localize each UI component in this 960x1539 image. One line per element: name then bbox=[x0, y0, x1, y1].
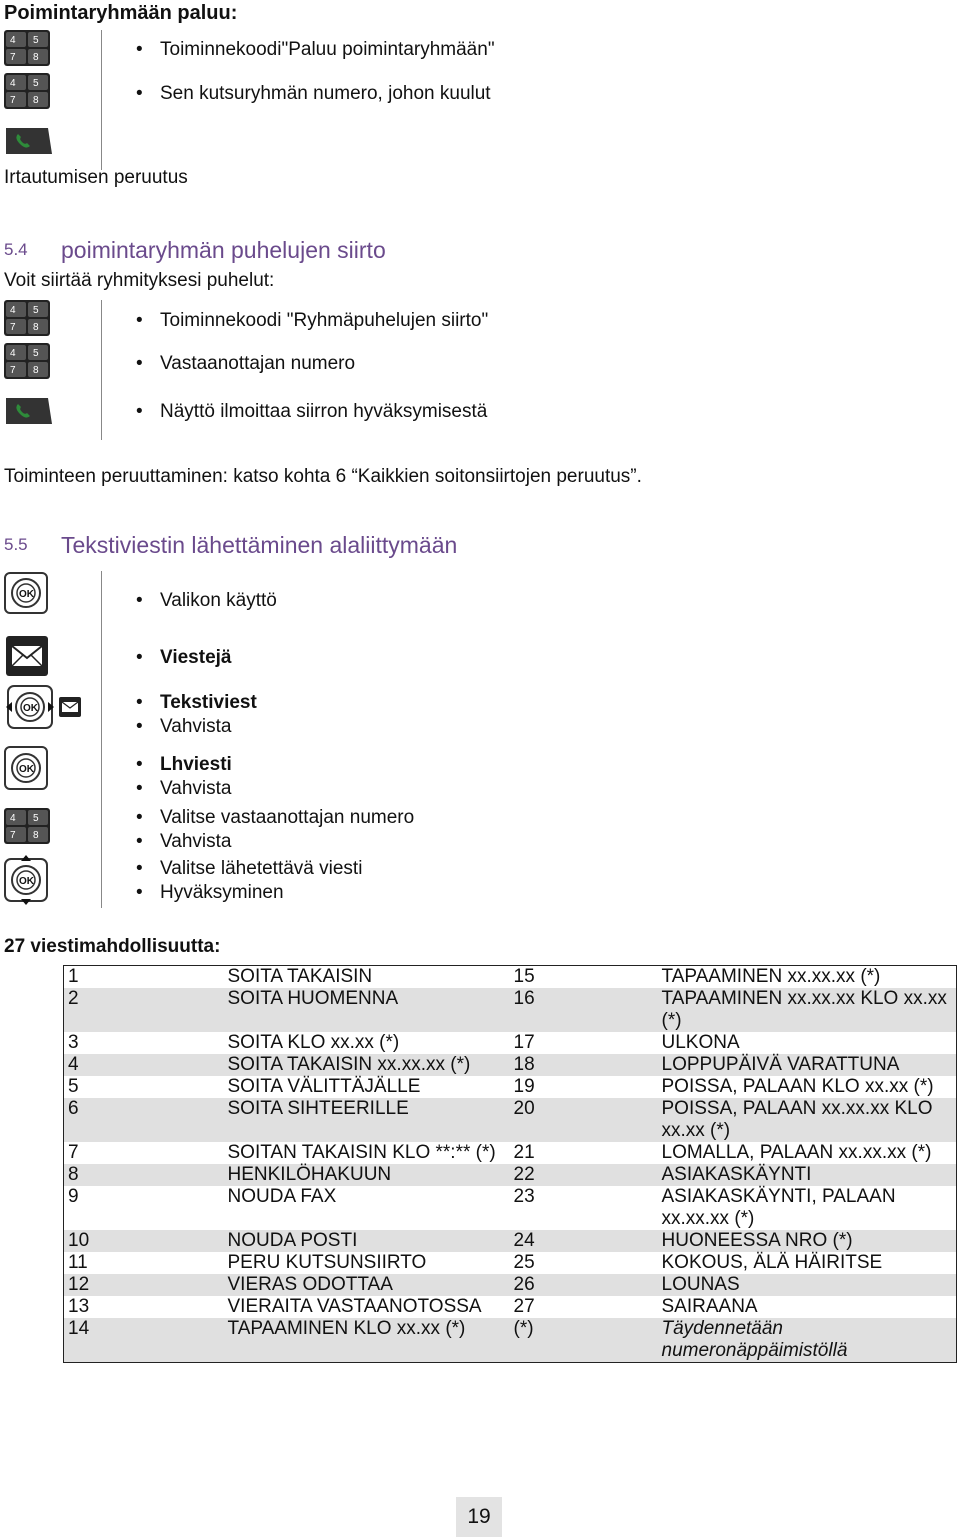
table-cell: 10 bbox=[68, 1230, 90, 1251]
table-cell: 17 bbox=[513, 1032, 535, 1053]
table-cell: PERU KUTSUNSIIRTO bbox=[227, 1252, 427, 1273]
table-row bbox=[64, 1076, 957, 1098]
table-cell: SOITA SIHTEERILLE bbox=[227, 1098, 409, 1119]
table-cell: 27 bbox=[513, 1296, 535, 1317]
section-title: poimintaryhmän puhelujen siirto bbox=[61, 237, 386, 263]
table-cell: NOUDA FAX bbox=[227, 1186, 337, 1207]
table-cell: 8 bbox=[68, 1164, 79, 1185]
table-row bbox=[64, 1252, 957, 1274]
table-cell: 20 bbox=[513, 1098, 535, 1119]
svg-text:4: 4 bbox=[10, 813, 16, 824]
divider bbox=[101, 571, 102, 908]
table-row bbox=[64, 1186, 957, 1230]
table-cell: 19 bbox=[513, 1076, 535, 1097]
svg-text:5: 5 bbox=[33, 813, 39, 824]
svg-text:7: 7 bbox=[10, 365, 16, 376]
table-cell: HUONEESSA NRO (*) bbox=[661, 1230, 853, 1251]
divider bbox=[101, 300, 102, 440]
table-cell: 11 bbox=[68, 1252, 88, 1273]
table-cell: SOITA VÄLITTÄJÄLLE bbox=[227, 1076, 421, 1097]
keypad-icon bbox=[4, 300, 50, 336]
table-cell: TAPAAMINEN KLO xx.xx (*) bbox=[227, 1318, 466, 1339]
table-cell: POISSA, PALAAN KLO xx.xx (*) bbox=[661, 1076, 934, 1097]
cancel-note: Toiminteen peruuttaminen: katso kohta 6 “Kaikkien soitonsiirtojen peruutus”. bbox=[4, 466, 642, 487]
svg-text:OK: OK bbox=[19, 876, 34, 887]
table-cell: NOUDA POSTI bbox=[227, 1230, 358, 1251]
table-row bbox=[64, 1098, 957, 1142]
keypad-icon bbox=[4, 808, 50, 844]
table-cell: 9 bbox=[68, 1186, 79, 1207]
table-row bbox=[64, 1032, 957, 1054]
section-intro: Voit siirtää ryhmityksesi puhelut: bbox=[4, 270, 275, 291]
table-cell: KOKOUS, ÄLÄ HÄIRITSE bbox=[661, 1252, 883, 1273]
messages-table bbox=[63, 965, 957, 1363]
table-cell: 7 bbox=[68, 1142, 79, 1163]
table-cell: 22 bbox=[513, 1164, 535, 1185]
svg-text:8: 8 bbox=[33, 322, 39, 333]
svg-text:8: 8 bbox=[33, 95, 39, 106]
table-cell: TAPAAMINEN xx.xx.xx (*) bbox=[661, 966, 881, 987]
table-row bbox=[64, 1274, 957, 1296]
table-row bbox=[64, 1296, 957, 1318]
table-cell: 1 bbox=[68, 966, 79, 987]
table-cell: SOITA TAKAISIN bbox=[227, 966, 373, 987]
page-number: 19 bbox=[456, 1497, 502, 1537]
divider bbox=[101, 30, 102, 170]
table-row bbox=[64, 1318, 957, 1363]
svg-text:4: 4 bbox=[10, 305, 16, 316]
svg-text:OK: OK bbox=[19, 589, 34, 600]
svg-text:4: 4 bbox=[10, 35, 16, 46]
table-cell: LOMALLA, PALAAN xx.xx.xx (*) bbox=[661, 1142, 932, 1163]
table-cell: 23 bbox=[513, 1186, 535, 1207]
svg-text:8: 8 bbox=[33, 52, 39, 63]
call-key-icon bbox=[4, 396, 54, 426]
table-cell: 4 bbox=[68, 1054, 79, 1075]
navigation-ok-icon bbox=[4, 684, 56, 730]
table-cell: 2 bbox=[68, 988, 79, 1009]
table-cell: 24 bbox=[513, 1230, 535, 1251]
table-cell: ASIAKASKÄYNTI, PALAAN xx.xx.xx (*) bbox=[661, 1186, 896, 1229]
table-row bbox=[64, 1164, 957, 1186]
table-cell: 13 bbox=[68, 1296, 90, 1317]
svg-text:8: 8 bbox=[33, 365, 39, 376]
table-cell: ULKONA bbox=[661, 1032, 740, 1053]
table-cell: HENKILÖHAKUUN bbox=[227, 1164, 392, 1185]
keypad-icon bbox=[4, 30, 50, 66]
svg-text:7: 7 bbox=[10, 52, 16, 63]
table-cell: POISSA, PALAAN xx.xx.xx KLO xx.xx (*) bbox=[661, 1098, 933, 1141]
svg-text:5: 5 bbox=[33, 78, 39, 89]
table-cell: LOUNAS bbox=[661, 1274, 740, 1295]
table-cell: VIERAS ODOTTAA bbox=[227, 1274, 393, 1295]
table-cell: LOPPUPÄIVÄ VARATTUNA bbox=[661, 1054, 900, 1075]
table-row bbox=[64, 988, 957, 1032]
table-cell: TAPAAMINEN xx.xx.xx KLO xx.xx (*) bbox=[661, 988, 947, 1031]
svg-text:OK: OK bbox=[23, 703, 38, 714]
table-row bbox=[64, 966, 957, 989]
table-cell: SOITA TAKAISIN xx.xx.xx (*) bbox=[227, 1054, 471, 1075]
svg-text:7: 7 bbox=[10, 322, 16, 333]
table-cell: 26 bbox=[513, 1274, 535, 1295]
table-cell: ASIAKASKÄYNTI bbox=[661, 1164, 812, 1185]
table-cell: Täydennetään numeronäppäimistöllä bbox=[661, 1318, 848, 1361]
table-row bbox=[64, 1054, 957, 1076]
table-cell: 12 bbox=[68, 1274, 90, 1295]
table-cell: 5 bbox=[68, 1076, 79, 1097]
svg-text:5: 5 bbox=[33, 305, 39, 316]
ok-button-icon bbox=[4, 572, 48, 614]
section-heading: Poimintaryhmään paluu: bbox=[4, 2, 238, 24]
table-cell: 14 bbox=[68, 1318, 90, 1339]
table-cell: SAIRAANA bbox=[661, 1296, 758, 1317]
section-number: 5.4 bbox=[4, 240, 28, 259]
navigation-ok-icon bbox=[4, 854, 48, 906]
svg-text:4: 4 bbox=[10, 78, 16, 89]
section-number: 5.5 bbox=[4, 535, 28, 554]
svg-text:5: 5 bbox=[33, 348, 39, 359]
table-cell: 18 bbox=[513, 1054, 535, 1075]
table-cell: SOITA HUOMENNA bbox=[227, 988, 399, 1009]
svg-text:5: 5 bbox=[33, 35, 39, 46]
keypad-icon bbox=[4, 73, 50, 109]
ok-button-icon bbox=[4, 746, 48, 790]
table-cell: SOITAN TAKAISIN KLO **:** (*) bbox=[227, 1142, 496, 1163]
svg-text:4: 4 bbox=[10, 348, 16, 359]
messages-heading: 27 viestimahdollisuutta: bbox=[4, 936, 221, 957]
table-cell: 25 bbox=[513, 1252, 535, 1273]
section-title: Tekstiviestin lähettäminen alaliittymään bbox=[61, 532, 458, 558]
table-cell: 16 bbox=[513, 988, 535, 1009]
svg-text:7: 7 bbox=[10, 95, 16, 106]
table-cell: 21 bbox=[513, 1142, 535, 1163]
table-row bbox=[64, 1230, 957, 1252]
svg-text:OK: OK bbox=[19, 764, 34, 775]
table-cell: (*) bbox=[513, 1318, 534, 1339]
keypad-icon bbox=[4, 343, 50, 379]
cancel-label: Irtautumisen peruutus bbox=[4, 167, 188, 188]
table-cell: SOITA KLO xx.xx (*) bbox=[227, 1032, 400, 1053]
svg-text:7: 7 bbox=[10, 830, 16, 841]
table-cell: 15 bbox=[513, 966, 535, 987]
table-row bbox=[64, 1142, 957, 1164]
svg-text:8: 8 bbox=[33, 830, 39, 841]
call-key-icon bbox=[4, 126, 54, 156]
envelope-icon bbox=[59, 697, 81, 717]
table-cell: VIERAITA VASTAANOTOSSA bbox=[227, 1296, 482, 1317]
envelope-icon bbox=[6, 636, 48, 676]
table-cell: 3 bbox=[68, 1032, 79, 1053]
table-cell: 6 bbox=[68, 1098, 79, 1119]
